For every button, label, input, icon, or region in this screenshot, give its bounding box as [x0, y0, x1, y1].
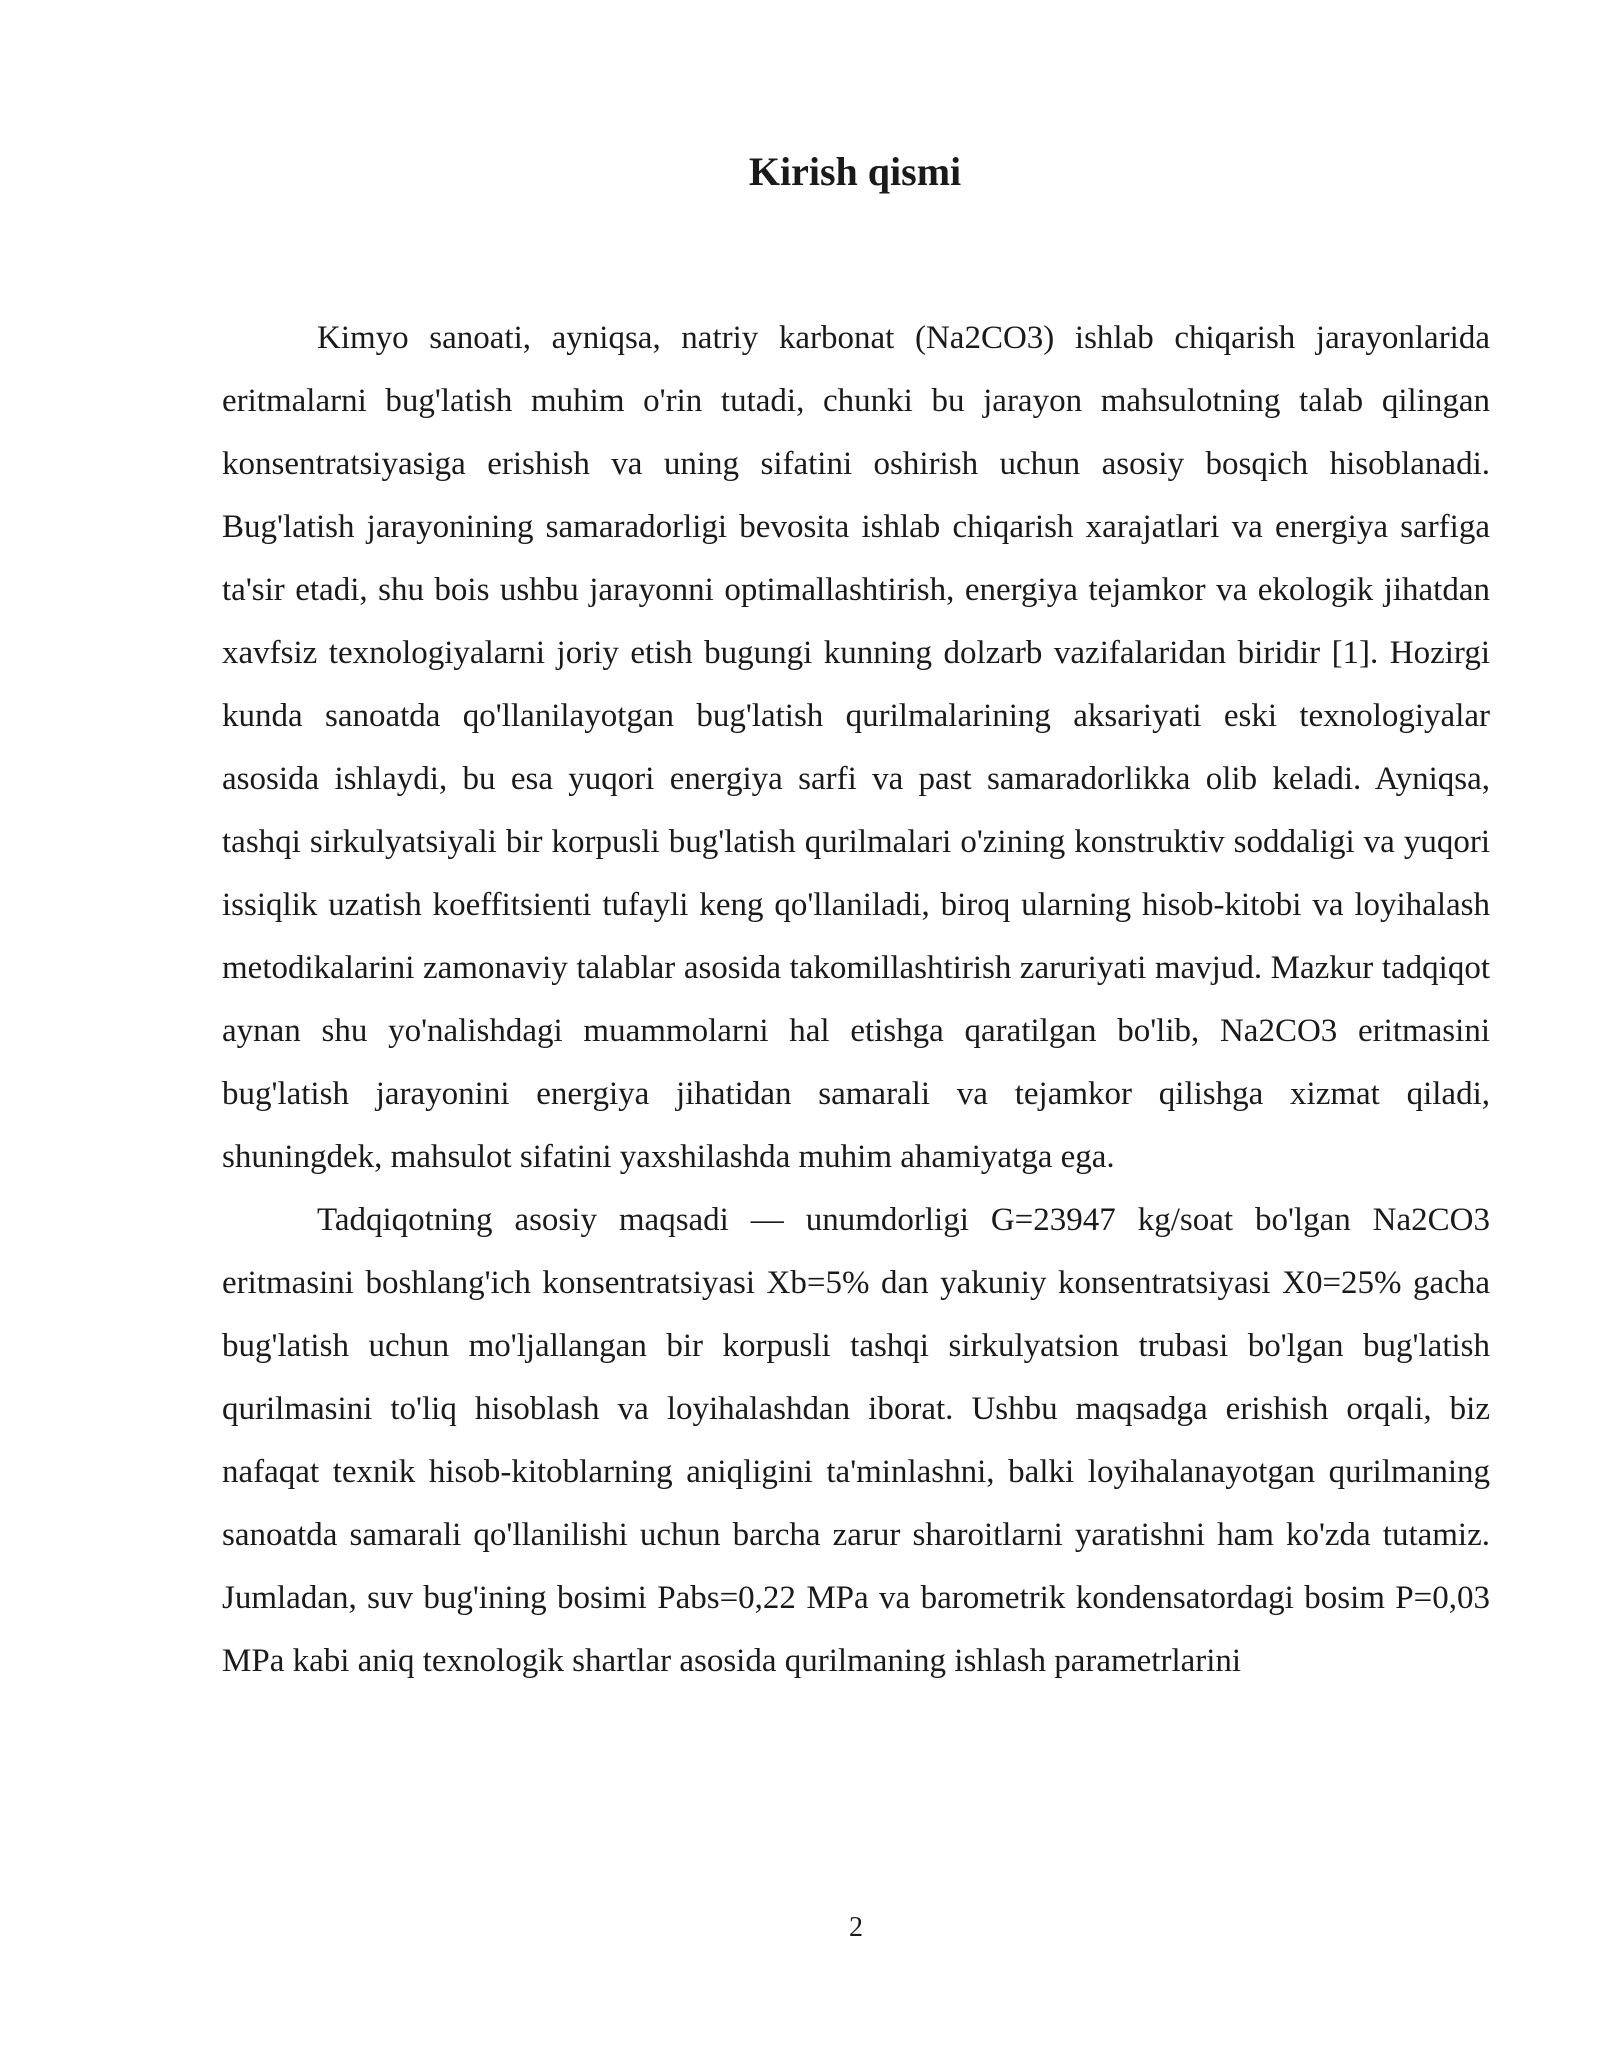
paragraph-intro: Kimyo sanoati, ayniqsa, natriy karbonat (Na2CO3) ishlab chiqarish jarayonlarida eritmalarni bug'latish muhim o'rin tutadi, chunki bu jarayon mahsulotning talab qilingan konsentratsiyasiga erishish va uning sifatini oshirish uchun asosiy bosqich hisoblanadi. Bug'latish jarayonining samaradorligi bevosita ishlab chiqarish xarajatlari va energiya sarfiga ta'sir etadi, shu bois ushbu jarayonni optimallashtirish, energiya tejamkor va ekologik jihatdan xavfsiz texnologiyalarni joriy etish bugungi kunning dolzarb vazifalaridan biridir [1]. Hozirgi kunda sanoatda qo'llanilayotgan bug'latish qurilmalarining aksariyati eski texnologiyalar asosida ishlaydi, bu esa yuqori energiya sarfi va past samaradorlikka olib keladi. Ayniqsa, tashqi sirkulyatsiyali bir korpusli bug'latish qurilmalari o'zining konstruktiv soddaligi va yuqori issiqlik uzatish koeffitsienti tufayli keng qo'llaniladi, biroq ularning hisob-kitobi va loyihalash metodikalarini zamonaviy talablar asosida takomillashtirish zaruriyati mavjud. Mazkur tadqiqot aynan shu yo'nalishdagi muammolarni hal etishga qaratilgan bo'lib, Na2CO3 eritmasini bug'latish jarayonini energiya jihatidan samarali va tejamkor qilishga xizmat qiladi, shuningdek, mahsulot sifatini yaxshilashda muhim ahamiyatga ega.	[222, 320, 1490, 1175]
paragraph-objective: Tadqiqotning asosiy maqsadi — unumdorligi G=23947 kg/soat bo'lgan Na2CO3 eritmasini boshlang'ich konsentratsiyasi Xb=5% dan yakuniy konsentratsiyasi X0=25% gacha bug'latish uchun mo'ljallangan bir korpusli tashqi sirkulyatsion trubasi bo'lgan bug'latish qurilmasini to'liq hisoblash va loyihalashdan iborat. Ushbu maqsadga erishish orqali, biz nafaqat texnik hisob-kitoblarning aniqligini ta'minlashni, balki loyihalanayotgan qurilmaning sanoatda samarali qo'llanilishi uchun barcha zarur sharoitlarni yaratishni ham ko'zda tutamiz. Jumladan, suv bug'ining bosimi Pabs=0,22 MPa va barometrik kondensatordagi bosim P=0,03 MPa kabi aniq texnologik shartlar asosida qurilmaning ishlash parametrlarini	[222, 1202, 1490, 1679]
page-number: 2	[849, 1912, 863, 1943]
document-body	[222, 307, 1490, 1693]
page-title: Kirish qismi	[748, 149, 962, 194]
